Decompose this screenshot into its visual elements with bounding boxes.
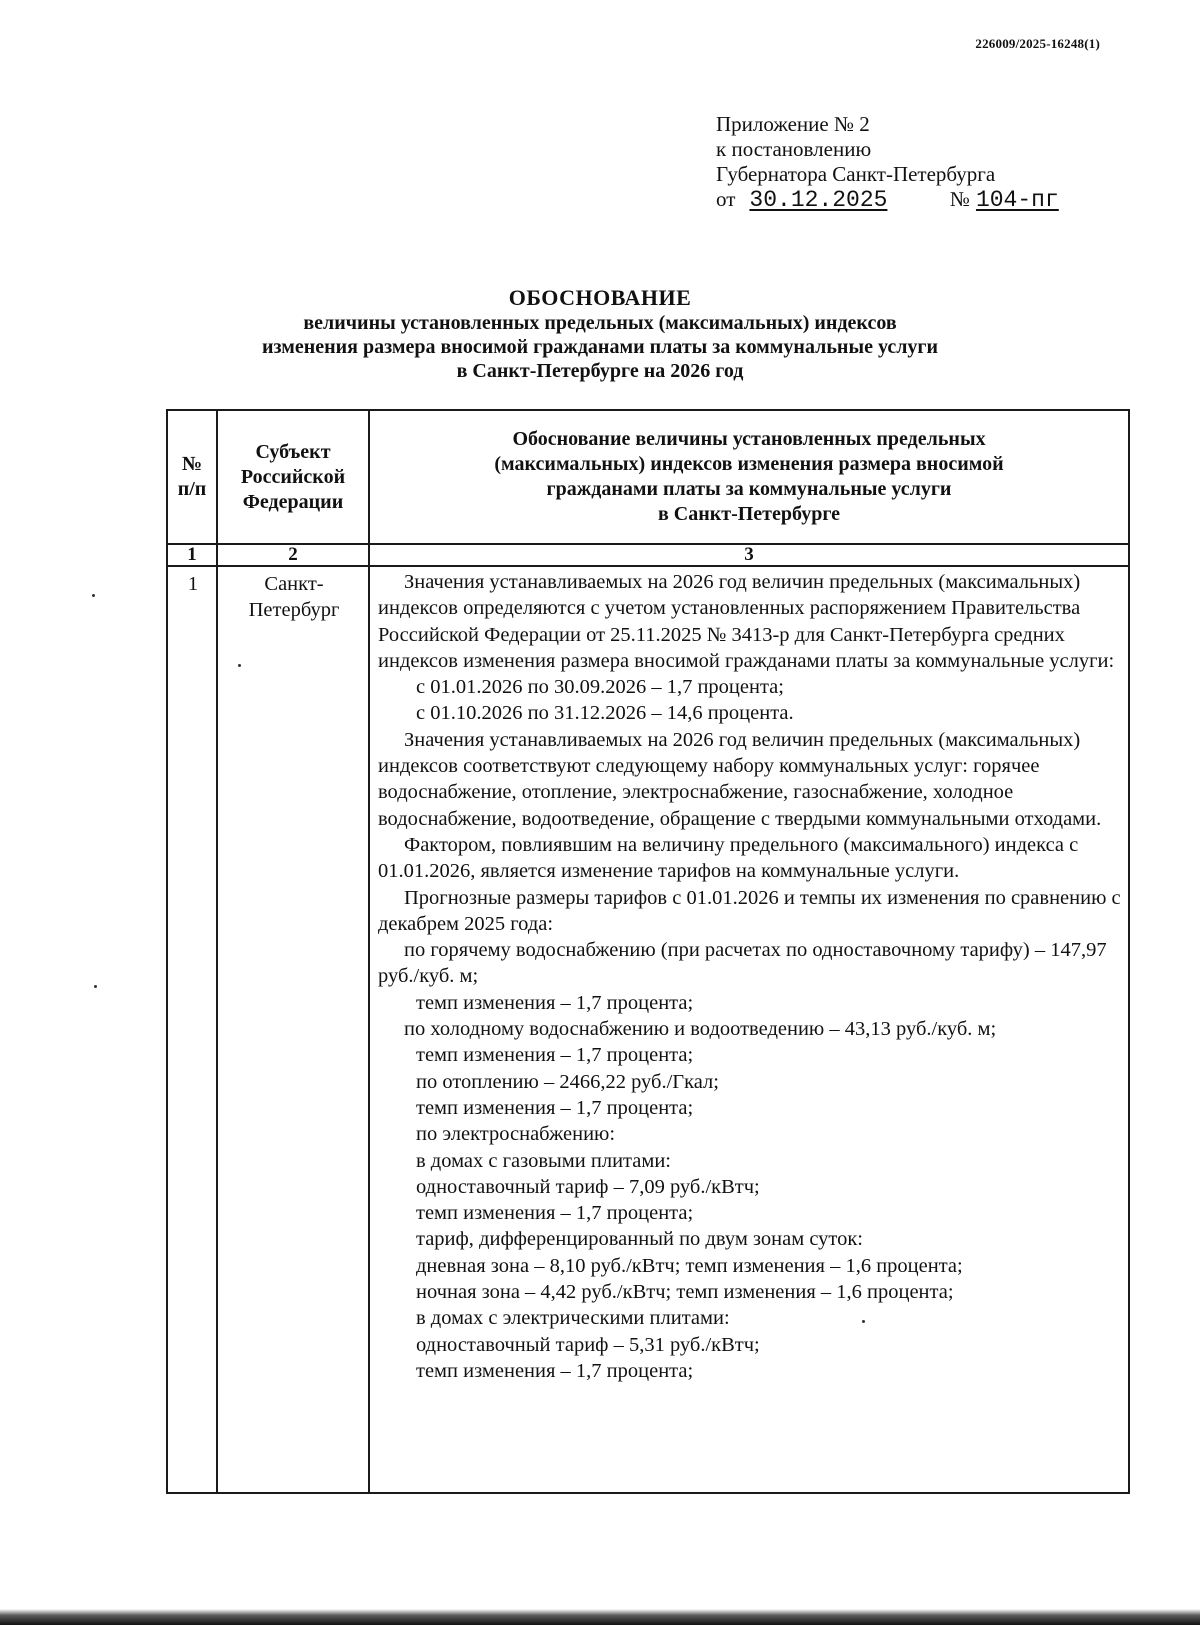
gas-stove-heading: в домах с газовыми плитами: [416, 1149, 671, 1172]
scan-speck [862, 1320, 865, 1323]
tariff-day-zone: дневная зона – 8,10 руб./кВтч; темп изменения – 1,6 процента; [416, 1254, 963, 1277]
header-justification [369, 410, 1129, 544]
tariff-gas-stove-single: одноставочный тариф – 7,09 руб./кВтч; [416, 1175, 760, 1198]
document-subtitle-line-1: величины установленных предельных (максимальных) индексов [303, 312, 897, 334]
tariff-electric-stove-single: одноставочный тариф – 5,31 руб./кВтч; [416, 1333, 760, 1356]
tariff-night-zone: ночная зона – 4,42 руб./кВтч; темп изменения – 1,6 процента; [416, 1281, 954, 1304]
header-justification-line-3: гражданами платы за коммунальные услуги [546, 478, 952, 500]
appendix-date-number-line [716, 187, 1066, 213]
row-subject-line-2: Петербург [248, 599, 340, 622]
rate-cold-water: темп изменения – 1,7 процента; [416, 1044, 694, 1067]
resolution-number: 104-пг [975, 187, 1059, 213]
header-number-sign: № [181, 453, 203, 475]
period-1-index: с 01.01.2026 по 30.09.2026 – 1,7 процента; [416, 676, 784, 699]
paragraph-indices-basis: Значения устанавливаемых на 2026 год величин предельных (максимальных) индексов определяются с учетом установленных распоряжением Правительства Российской Федерации от 25.11.2025 № 3413-р для Санкт-Петербурга средних индексов изменения размера вносимой гражданами платы за коммунальные услуги: [378, 571, 1115, 672]
document-title: ОБОСНОВАНИЕ [508, 285, 692, 310]
header-subject-line-1: Субъект [255, 440, 331, 463]
electric-stove-heading: в домах с электрическими плитами: [416, 1307, 730, 1330]
column-number-2: 2 [217, 544, 369, 566]
header-justification-line-4: в Санкт-Петербурге [657, 503, 841, 525]
rate-heating: темп изменения – 1,7 процента; [416, 1096, 694, 1119]
row-number: 1 [167, 566, 217, 1493]
row-subject [217, 566, 369, 1493]
header-justification-line-1: Обоснование величины установленных предельных [512, 428, 986, 450]
appendix-to-resolution: к постановлению [716, 137, 872, 161]
header-justification-line-2: (максимальных) индексов изменения размера вносимой [494, 453, 1004, 475]
header-item-number [167, 410, 217, 544]
scan-speck [238, 664, 241, 667]
number-label: № [949, 187, 970, 211]
tariff-heating: по отоплению – 2466,22 руб./Гкал; [416, 1070, 719, 1093]
document-title-block [0, 285, 1200, 383]
justification-table [166, 409, 1130, 1494]
paragraph-services-set: Значения устанавливаемых на 2026 год величин предельных (максимальных) индексов соответствуют следующему набору коммунальных услуг: горячее водоснабжение, отопление, электроснабжение, газоснабжение, холодное водоснабжение, водоотведение, обращение с твердыми коммунальными отходами. [378, 728, 1102, 830]
header-subject-line-3: Федерации [242, 490, 344, 513]
document-registration-number: 226009/2025-16248(1) [975, 36, 1100, 51]
period-2-index: с 01.10.2026 по 31.12.2026 – 14,6 процента. [416, 702, 794, 725]
scan-speck [92, 594, 95, 597]
row-subject-line-1: Санкт- [264, 573, 324, 595]
electricity-heading: по электроснабжению: [416, 1123, 616, 1146]
table-row [167, 566, 1129, 1493]
paragraph-factor: Фактором, повлиявшим на величину предельного (максимального) индекса с 01.01.2026, является изменение тарифов на коммунальные услуги. [378, 833, 1079, 883]
rate-electric-stove-single: темп изменения – 1,7 процента; [416, 1359, 694, 1382]
rate-hot-water: темп изменения – 1,7 процента; [416, 991, 694, 1014]
appendix-issuer: Губернатора Санкт-Петербурга [716, 162, 996, 186]
rate-gas-stove-single: темп изменения – 1,7 процента; [416, 1202, 694, 1225]
header-pp: п/п [177, 478, 207, 500]
column-number-1: 1 [167, 544, 217, 566]
scan-bottom-edge [0, 1609, 1200, 1625]
document-subtitle-line-2: изменения размера вносимой гражданами платы за коммунальные услуги [261, 336, 939, 358]
header-subject-line-2: Российской [240, 465, 346, 488]
header-subject [217, 410, 369, 544]
column-number-row [167, 544, 1129, 566]
column-number-3: 3 [369, 544, 1129, 566]
from-label: от [716, 187, 736, 211]
appendix-reference-block [716, 112, 1066, 213]
two-zone-tariff-heading: тариф, дифференцированный по двум зонам суток: [416, 1228, 863, 1251]
row-justification-text [369, 566, 1129, 1493]
scan-speck [94, 985, 97, 988]
document-subtitle-line-3: в Санкт-Петербурге на 2026 год [456, 360, 744, 382]
table-header-row [167, 410, 1129, 544]
tariff-cold-water: по холодному водоснабжению и водоотведению – 43,13 руб./куб. м; [404, 1018, 997, 1041]
appendix-number: Приложение № 2 [716, 112, 870, 136]
resolution-date: 30.12.2025 [749, 187, 888, 213]
paragraph-forecast-tariffs: Прогнозные размеры тарифов с 01.01.2026 и темпы их изменения по сравнению с декабрем 2025 года: [378, 886, 1121, 935]
tariff-hot-water: по горячему водоснабжению (при расчетах по одноставочному тарифу) – 147,97 руб./куб. м; [378, 939, 1107, 988]
